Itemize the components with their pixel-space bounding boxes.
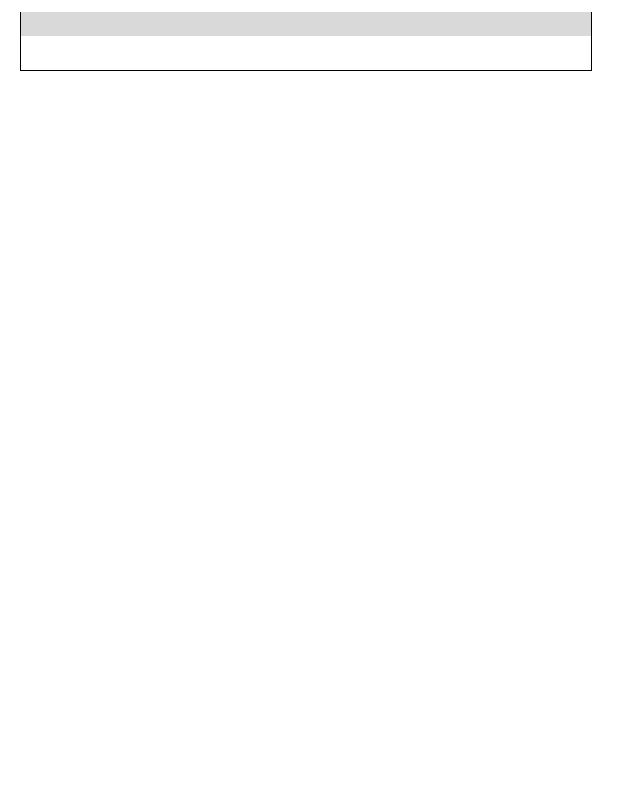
document-page <box>20 12 592 71</box>
standards-table <box>20 12 592 71</box>
ealrs-header-band <box>21 12 591 36</box>
